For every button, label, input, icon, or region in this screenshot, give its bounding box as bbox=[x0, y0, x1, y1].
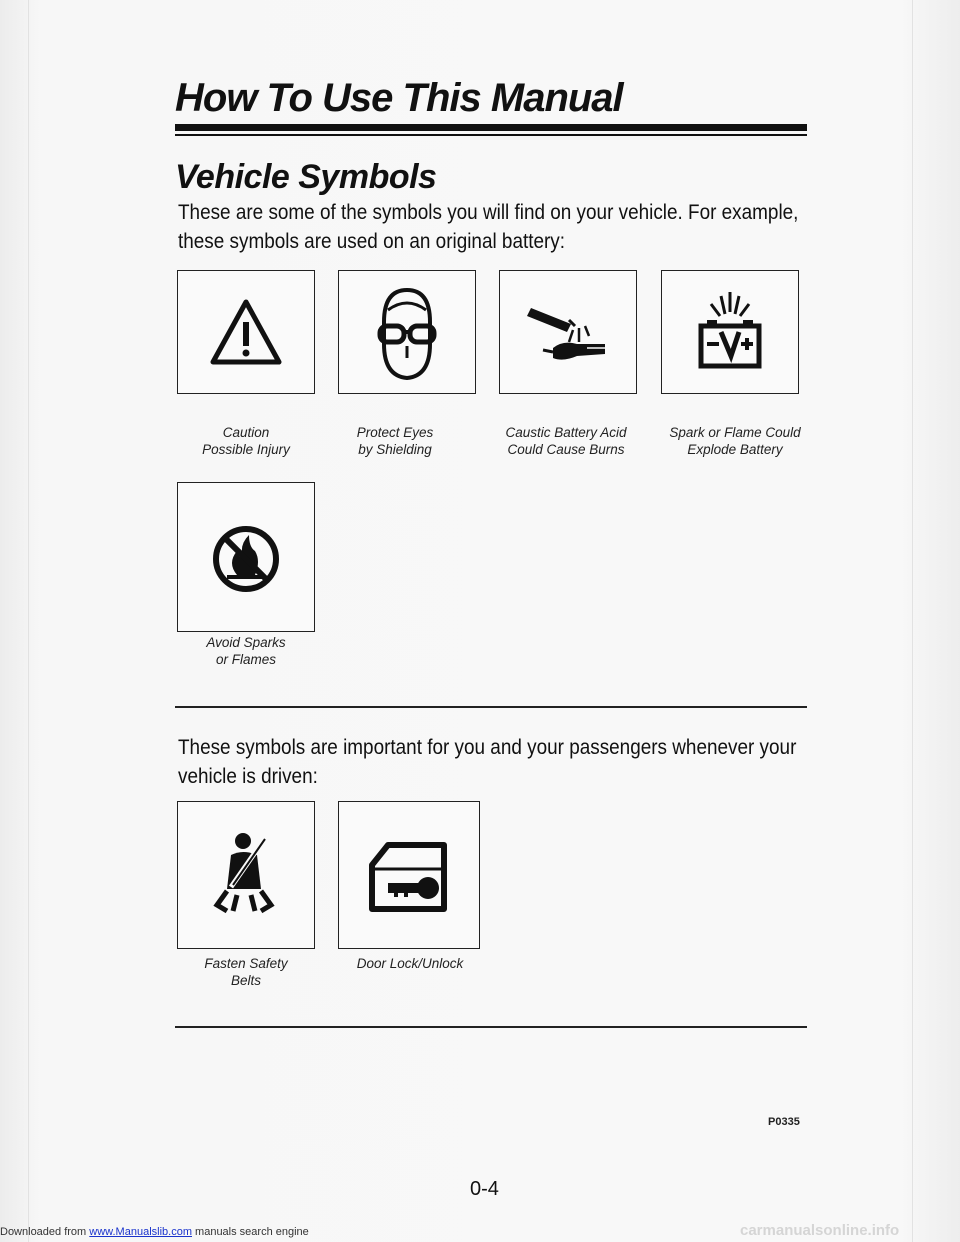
caption-line: Explode Battery bbox=[687, 442, 783, 457]
seat-belt-icon bbox=[191, 825, 301, 925]
caption-line: Spark or Flame Could bbox=[669, 425, 801, 440]
caption-door-lock bbox=[325, 955, 495, 972]
driving-line-1: These symbols are important for you and your passengers whenever your bbox=[178, 735, 797, 759]
intro-line-1: These are some of the symbols you will find on your vehicle. For example, bbox=[178, 200, 799, 224]
page-header-title: How To Use This Manual bbox=[175, 76, 623, 120]
section-divider-bottom bbox=[175, 1026, 807, 1028]
caption-line: by Shielding bbox=[358, 442, 432, 457]
section-divider bbox=[175, 706, 807, 708]
intro-line-2: these symbols are used on an original battery: bbox=[178, 229, 566, 253]
caption-battery-spark bbox=[650, 424, 820, 458]
caption-line: Avoid Sparks bbox=[206, 635, 286, 650]
symbol-caustic-acid bbox=[499, 270, 637, 394]
symbol-no-flames bbox=[177, 482, 315, 632]
symbol-door-lock bbox=[338, 801, 480, 949]
caption-line: Belts bbox=[230, 973, 261, 988]
caption-line: Caustic Battery Acid bbox=[505, 425, 627, 440]
door-lock-icon bbox=[354, 825, 464, 925]
caustic-acid-icon bbox=[513, 282, 623, 382]
symbol-caution bbox=[177, 270, 315, 394]
page-edge-left bbox=[28, 0, 29, 1242]
header-rule bbox=[175, 124, 807, 131]
no-flames-icon bbox=[191, 507, 301, 607]
footer-suffix: manuals search engine bbox=[191, 1226, 309, 1238]
caption-line: Caution bbox=[222, 425, 270, 440]
caption-line: Fasten Safety bbox=[204, 956, 288, 971]
footer-prefix: Downloaded from bbox=[0, 1226, 90, 1238]
manualslib-link[interactable]: www.Manualslib.com bbox=[89, 1226, 192, 1238]
caption-line: or Flames bbox=[215, 652, 276, 667]
page-edge-right bbox=[912, 0, 913, 1242]
symbol-battery-spark bbox=[661, 270, 799, 394]
page-number: 0-4 bbox=[470, 1178, 499, 1200]
section-title: Vehicle Symbols bbox=[175, 158, 437, 196]
watermark: carmanualsonline.info bbox=[740, 1222, 900, 1239]
symbol-seat-belt bbox=[177, 801, 315, 949]
caption-line: Possible Injury bbox=[202, 442, 290, 457]
figure-code: P0335 bbox=[768, 1116, 800, 1128]
symbol-protect-eyes bbox=[338, 270, 476, 394]
download-footer bbox=[0, 1226, 309, 1238]
caption-line: Door Lock/Unlock bbox=[356, 956, 464, 971]
caption-line: Protect Eyes bbox=[356, 425, 434, 440]
protect-eyes-icon bbox=[352, 282, 462, 382]
caption-caustic-acid bbox=[481, 424, 651, 458]
caption-line: Could Cause Burns bbox=[507, 442, 625, 457]
caption-caution bbox=[161, 424, 331, 458]
header-rule-thin bbox=[175, 134, 807, 136]
caption-protect-eyes bbox=[310, 424, 480, 458]
driving-line-2: vehicle is driven: bbox=[178, 764, 318, 788]
caution-triangle-icon bbox=[191, 282, 301, 382]
caption-no-flames bbox=[161, 634, 331, 668]
battery-spark-icon bbox=[675, 282, 785, 382]
caption-seat-belt bbox=[161, 955, 331, 989]
